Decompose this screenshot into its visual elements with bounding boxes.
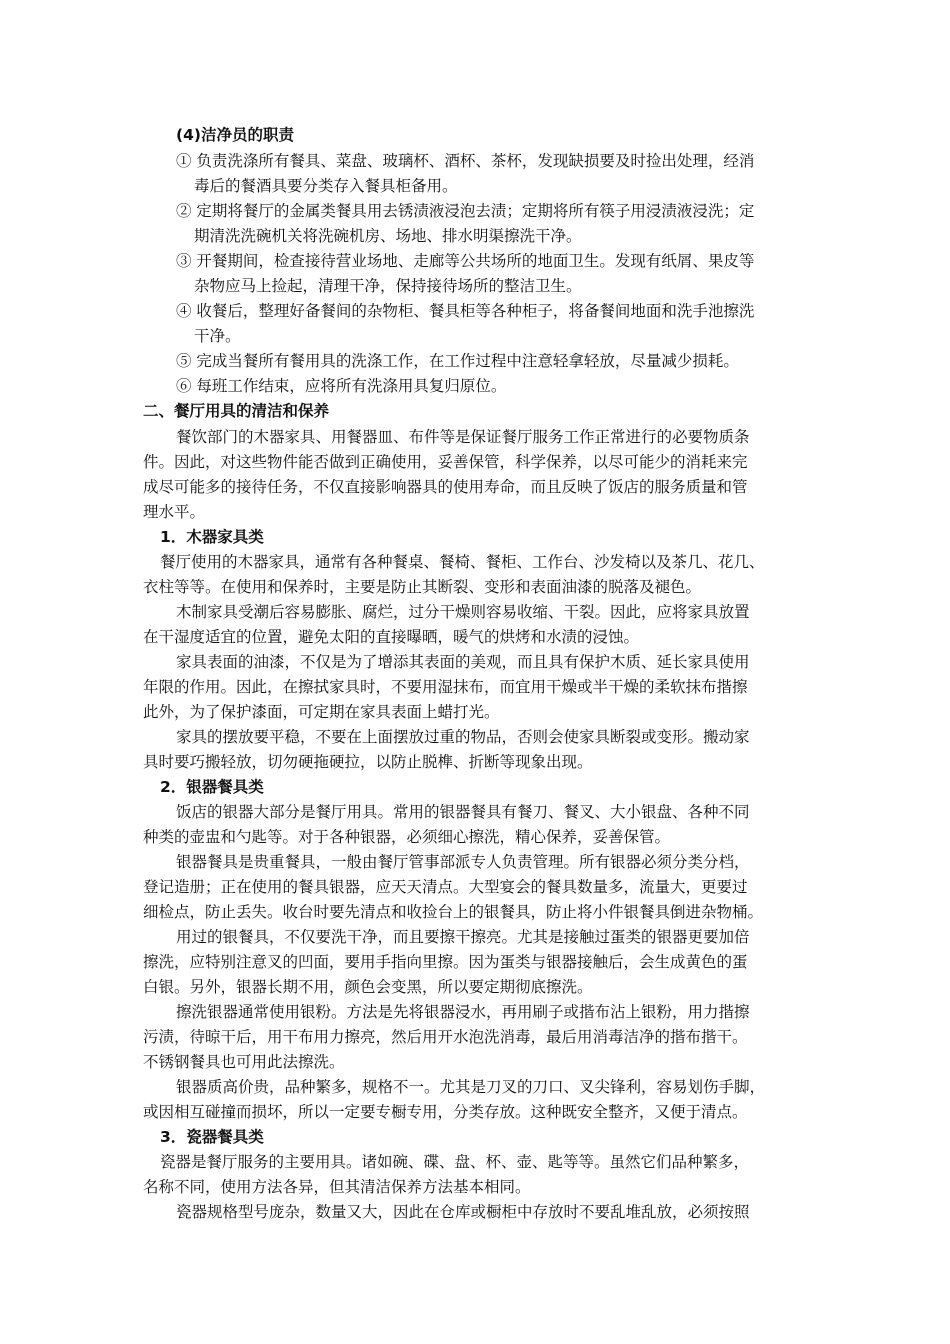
silver-p4-line-2: 污渍，待晾干后，用干布用力擦亮，然后用开水泡洗消毒，最后用消毒洁净的揩布揩干。 bbox=[143, 1028, 748, 1046]
part2-intro-line-3: 成尽可能多的接待任务，不仅直接影响器具的使用寿命，而且反映了饭店的服务质量和管 bbox=[143, 478, 748, 496]
duty-item-2-line-1: ② 定期将餐厅的金属类餐具用去锈渍液浸泡去渍；定期将所有筷子用浸渍液浸洗；定 bbox=[176, 202, 755, 220]
silver-p5-line-1: 银器质高价贵，品种繁多，规格不一。尤其是刀叉的刀口、叉尖锋利，容易划伤手脚， bbox=[176, 1078, 766, 1096]
wood-p4-line-2: 具时要巧搬轻放，切勿硬拖硬拉，以防止脱榫、折断等现象出现。 bbox=[143, 753, 593, 771]
part2-intro-line-1: 餐饮部门的木器家具、用餐器皿、布件等是保证餐厅服务工作正常进行的必要物质条 bbox=[176, 428, 750, 446]
silver-p5-line-2: 或因相互碰撞而损坏，所以一定要专橱专用，分类存放。这种既安全整齐，又便于清点。 bbox=[143, 1103, 748, 1121]
duty-item-3-line-2: 杂物应马上捡起，清理干净，保持接待场所的整洁卫生。 bbox=[194, 277, 582, 295]
part2-intro-line-4: 理水平。 bbox=[143, 503, 206, 521]
porcelain-p1-line-1: 瓷器是餐厅服务的主要用具。诸如碗、碟、盘、杯、壶、匙等等。虽然它们品种繁多， bbox=[160, 1153, 750, 1171]
silver-p1-line-2: 种类的壶盅和勺匙等。对于各种银器，必须细心擦洗，精心保养，妥善保管。 bbox=[143, 828, 671, 846]
wood-heading: 1．木器家具类 bbox=[160, 528, 264, 546]
silver-heading: 2．银器餐具类 bbox=[160, 778, 264, 796]
section4-heading: (4)洁净员的职责 bbox=[176, 126, 294, 144]
silver-p2-line-2: 登记造册；正在使用的餐具银器，应天天清点。大型宴会的餐具数量多，流量大，更要过 bbox=[143, 878, 748, 896]
wood-p3-line-3: 此外，为了保护漆面，可定期在家具表面上蜡打光。 bbox=[143, 703, 500, 721]
wood-p3-line-2: 年限的作用。因此，在擦拭家具时，不要用湿抹布，而宜用干燥或半干燥的柔软抹布揩擦 bbox=[143, 678, 748, 696]
silver-p2-line-3: 细检点，防止丢失。收台时要先清点和收捡台上的银餐具，防止将小件银餐具倒进杂物桶。 bbox=[143, 903, 764, 921]
wood-p1-line-2: 衣柱等等。在使用和保养时，主要是防止其断裂、变形和表面油漆的脱落及褪色。 bbox=[143, 578, 702, 596]
duty-item-1-line-1: ① 负责洗涤所有餐具、菜盘、玻璃杯、酒杯、茶杯，发现缺损要及时捡出处理，经消 bbox=[176, 152, 755, 170]
porcelain-p1-line-2: 名称不同，使用方法各异，但其清洁保养方法基本相同。 bbox=[143, 1178, 531, 1196]
duty-item-1-line-2: 毒后的餐酒具要分类存入餐具柜备用。 bbox=[194, 177, 458, 195]
wood-p2-line-2: 在干湿度适宜的位置，避免太阳的直接曝晒，暖气的烘烤和水渍的浸蚀。 bbox=[143, 628, 640, 646]
duty-item-5-line-1: ⑤ 完成当餐所有餐用具的洗涤工作，在工作过程中注意轻拿轻放，尽量减少损耗。 bbox=[176, 352, 739, 370]
silver-p3-line-2: 擦洗，应特别注意叉的凹面，要用手指向里擦。因为蛋类与银器接触后，会生成黄色的蛋 bbox=[143, 953, 748, 971]
duty-item-4-line-1: ④ 收餐后，整理好备餐间的杂物柜、餐具柜等各种柜子，将备餐间地面和洗手池擦洗 bbox=[176, 302, 755, 320]
part2-intro-line-2: 件。因此，对这些物件能否做到正确使用，妥善保管，科学保养，以尽可能少的消耗来完 bbox=[143, 453, 748, 471]
silver-p3-line-1: 用过的银餐具，不仅要洗干净，而且要擦干擦亮。尤其是接触过蛋类的银器更要加倍 bbox=[176, 928, 750, 946]
porcelain-p2-line-1: 瓷器规格型号庞杂，数量又大，因此在仓库或橱柜中存放时不要乱堆乱放，必须按照 bbox=[176, 1203, 750, 1221]
duty-item-2-line-2: 期清洗洗碗机关将洗碗机房、场地、排水明渠擦洗干净。 bbox=[194, 227, 582, 245]
wood-p2-line-1: 木制家具受潮后容易膨胀、腐烂，过分干燥则容易收缩、干裂。因此，应将家具放置 bbox=[176, 603, 750, 621]
duty-item-6-line-1: ⑥ 每班工作结束，应将所有洗涤用具复归原位。 bbox=[176, 377, 507, 395]
wood-p1-line-1: 餐厅使用的木器家具，通常有各种餐桌、餐椅、餐柜、工作台、沙发椅以及茶几、花几、 bbox=[160, 553, 765, 571]
silver-p3-line-3: 白银。另外，银器长期不用，颜色会变黑，所以要定期彻底擦洗。 bbox=[143, 978, 593, 996]
duty-item-4-line-2: 干净。 bbox=[194, 327, 241, 345]
silver-p4-line-1: 擦洗银器通常使用银粉。方法是先将银器浸水，再用刷子或揩布沾上银粉，用力揩擦 bbox=[176, 1003, 750, 1021]
silver-p4-line-3: 不锈钢餐具也可用此法擦洗。 bbox=[143, 1053, 345, 1071]
part2-heading: 二、餐厅用具的清洁和保养 bbox=[143, 402, 330, 420]
wood-p4-line-1: 家具的摆放要平稳，不要在上面摆放过重的物品，否则会使家具断裂或变形。搬动家 bbox=[176, 728, 750, 746]
duty-item-3-line-1: ③ 开餐期间，检查接待营业场地、走廊等公共场所的地面卫生。发现有纸屑、果皮等 bbox=[176, 252, 755, 270]
silver-p1-line-1: 饭店的银器大部分是餐厅用具。常用的银器餐具有餐刀、餐叉、大小银盘、各种不同 bbox=[176, 803, 750, 821]
silver-p2-line-1: 银器餐具是贵重餐具，一般由餐厅管事部派专人负责管理。所有银器必须分类分档， bbox=[176, 853, 750, 871]
porcelain-heading: 3．瓷器餐具类 bbox=[160, 1128, 264, 1146]
wood-p3-line-1: 家具表面的油漆，不仅是为了增添其表面的美观，而且具有保护木质、延长家具使用 bbox=[176, 653, 750, 671]
